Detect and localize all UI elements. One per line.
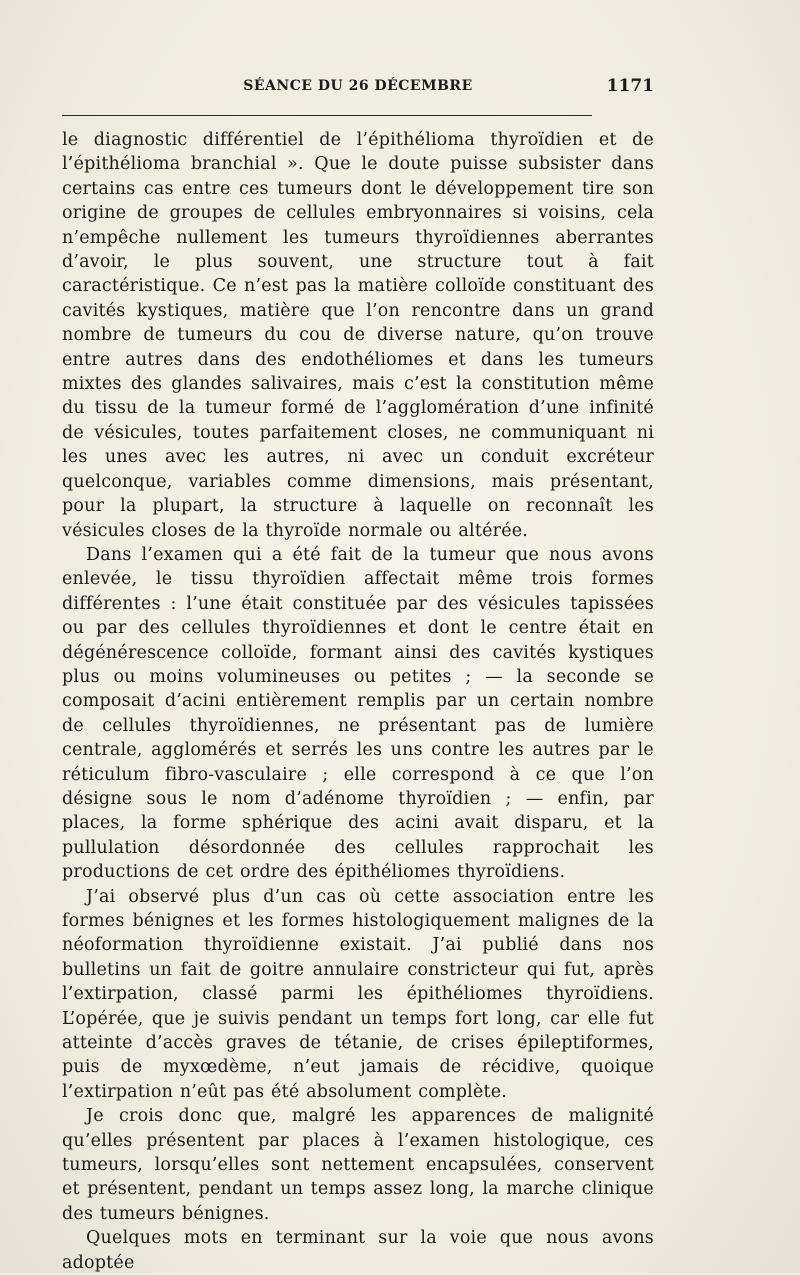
page-header [62,76,654,100]
paragraph: Quelques mots en terminant sur la voie que nous avons adoptée [62,1228,654,1273]
running-head: SÉANCE DU 26 DÉCEMBRE [243,78,473,94]
body-text [62,128,654,1275]
paragraph: J’ai observé plus d’un cas où cette association entre les formes bénignes et les formes histologiquement malignes de la néoformation thyroïdienne existait. J’ai publié dans nos bulletins un fait de goitre annulaire constricteur qui fut, après l’extirpation, classé parmi les épithéliomes thyroïdiens. L’opérée, que je suivis pendant un temps fort long, car elle fut atteinte d’accès graves de tétanie, de crises épileptiformes, puis de myxœdème, n’eut jamais de récidive, quoique l’extirpation n’eût pas été absolument complète. [62,886,654,1102]
paragraph: le diagnostic différentiel de l’épithélioma thyroïdien et de l’épithélioma branchial ». Que le doute puisse subsister dans certains cas entre ces tumeurs dont le développement tire son origine de groupes de cellules embryonnaires si voisins, cela n’empêche nullement les tumeurs thyroïdiennes aberrantes d’avoir, le plus souvent, une structure tout à fait caractéristique. Ce n’est pas la matière colloïde constituant des cavités kystiques, matière que l’on rencontre dans un grand nombre de tumeurs du cou de diverse nature, qu’on trouve entre autres dans des endothéliomes et dans les tumeurs mixtes des glandes salivaires, mais c’est la constitution même du tissu de la tumeur formé de l’agglomération d’une infinité de vésicules, toutes parfaitement closes, ne communiquant ni les unes avec les autres, ni avec un conduit excréteur quelconque, variables comme dimensions, mais présentant, pour la plupart, la structure à laquelle on reconnaît les vésicules closes de la thyroïde normale ou altérée. [62,130,654,541]
page-number: 1171 [606,76,654,96]
paragraph: Je crois donc que, malgré les apparences de malignité qu’elles présentent par places à l’examen histologique, ces tumeurs, lorsqu’elles sont nettement encapsulées, conservent et présentent, pendant un temps assez long, la marche clinique des tumeurs bénignes. [62,1106,654,1224]
header-rule [62,115,592,116]
paragraph: Dans l’examen qui a été fait de la tumeur que nous avons enlevée, le tissu thyroïdien affectait même trois formes différentes : l’une était constituée par des vésicules tapissées ou par des cellules thyroïdiennes et dont le centre était en dégénérescence colloïde, formant ainsi des cavités kystiques plus ou moins volumineuses ou petites ; — la seconde se composait d’acini entièrement remplis par un certain nombre de cellules thyroïdiennes, ne présentant pas de lumière centrale, agglomérés et serrés les uns contre les autres par le réticulum fibro-vasculaire ; elle correspond à ce que l’on désigne sous le nom d’adénome thyroïdien ; — enfin, par places, la forme sphérique des acini avait disparu, et la pullulation désordonnée des cellules rapprochait les productions de cet ordre des épithéliomes thyroïdiens. [62,544,654,883]
